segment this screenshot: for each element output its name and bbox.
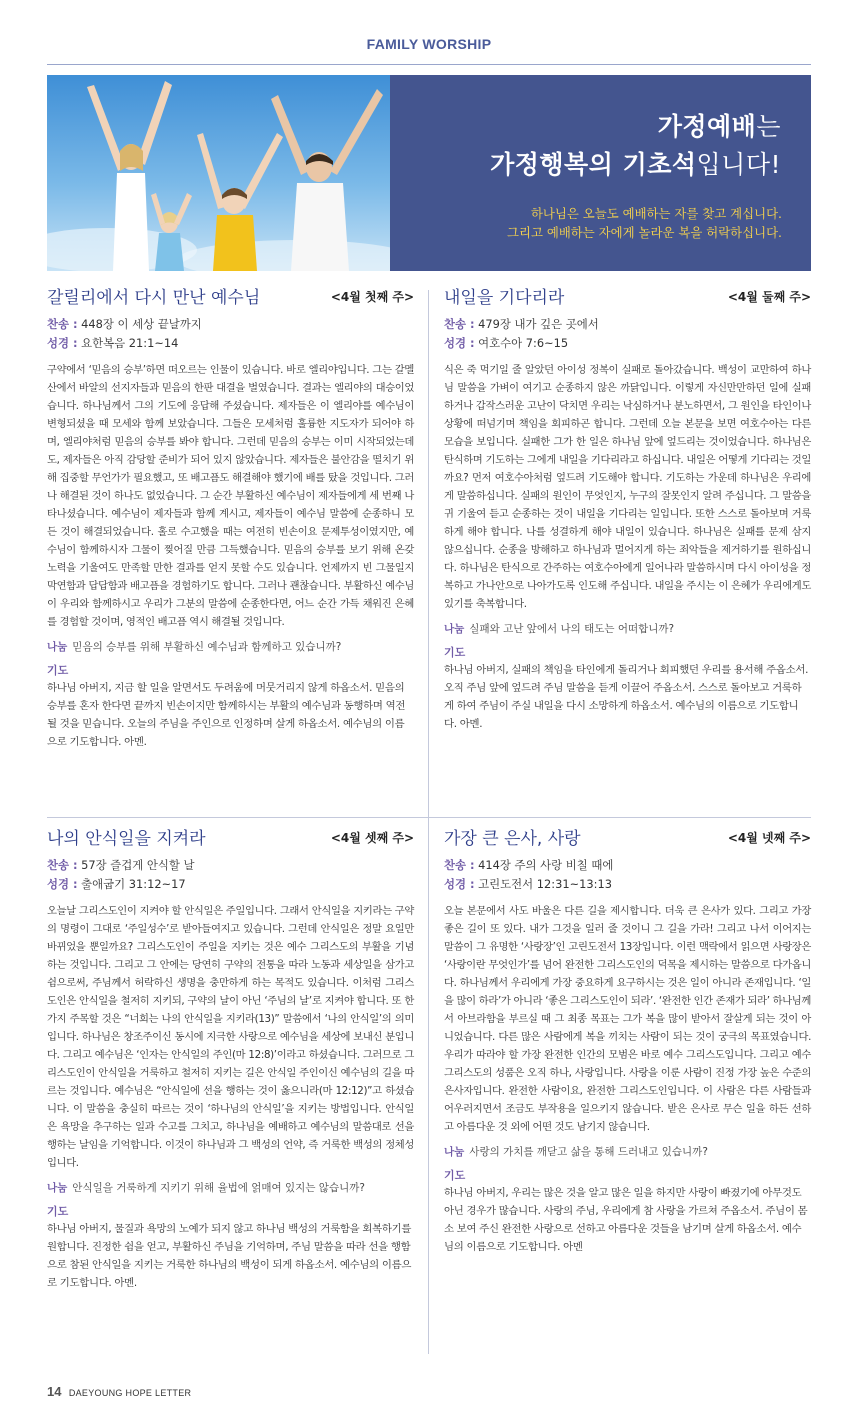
scripture-value: 출애굽기 31:12~17 (81, 877, 186, 891)
scripture-key: 성경 : (444, 336, 475, 350)
banner-title (490, 108, 781, 184)
scripture-value: 요한복음 21:1~14 (81, 336, 179, 350)
scripture-info (444, 875, 811, 894)
hymn-value: 448장 이 세상 끝날까지 (81, 317, 202, 331)
section-title: 나의 안식일을 지켜라 (47, 829, 206, 849)
banner-title-line1-bold: 가정예배 (657, 112, 757, 141)
scripture-info (47, 875, 414, 894)
prayer-text: 하나님 아버지, 지금 할 일을 알면서도 두려움에 머뭇거리지 않게 하옵소서. 믿음의 승부를 혼자 한다면 끝까지 빈손이지만 함께하시는 부활의 예수님과 동행하며 역전될 것을 믿습니다. 오늘의 주님을 주인으로 인정하며 살게 하옵소서. 예수님의 이름으로 기도합니다. 아멘. (47, 682, 406, 748)
row-divider (47, 817, 811, 818)
family-photo (47, 75, 390, 271)
banner-title-line2-light: 입니다! (696, 150, 781, 179)
hymn-info (444, 856, 811, 875)
sermon-body: 구약에서 ‘믿음의 승부’하면 떠오르는 인물이 있습니다. 바로 엘리야입니다. 그는 갈멜산에서 바알의 선지자들과 믿음의 한판 대결을 벌였습니다. 결과는 엘리야의 대승이었습니다. 하나님께서 그의 기도에 응답해 주셨습니다. 제자들은 이 엘리야를 예수님이 변형되셨을 때 모세와 함께 보았습니다. 그들은 모세처럼 훌륭한 지도자가 되어야 하며, 엘리야처럼 믿음의 승부를 봐야 합니다. 그런데 믿음의 승부는 이미 시작되었는데도, 제자들은 아직 감당할 준비가 되어 있지 않았습니다. 제자들은 불안감을 떨치기 위해 집중할 무언가가 필요했고, 또 배고픔도 해결해야 했기에 배를 탔을 것입니다. 그러나 해결된 것이 하나도 없었습니다. 그 순간 부활하신 예수님이 제자들에게 세 번째 나타나셨습니다. 예수님이 제자들과 함께 계시고, 제자들이 예수님 말씀에 순종하니 모든 것이 해결되었습니다. 홀로 수고했을 때는 여전히 빈손이요 문제투성이였지만, 예수님이 함께하시자 그물이 찢어질 만큼 그득했습니다. 믿음의 승부를 보기 위해 온갖 노력을 기울여도 만족할 만한 결과를 얻지 못할 수도 있습니다. 언제까지 빈 그물일지 막연함과 답답함과 배고픔을 경험하기도 합니다. 그러나 괜찮습니다. 부활하신 예수님이 우리와 함께하시고 우리가 그분의 말씀에 순종한다면, 어느 순간 가득 채워진 은혜를 경험할 것이며, 영적인 배고픔 역시 해결될 것입니다. (47, 364, 414, 628)
prayer-label: 기도 (47, 1205, 69, 1218)
banner-subtitle (507, 204, 782, 242)
scripture-value: 여호수아 7:6~15 (478, 336, 569, 350)
hymn-key: 찬송 : (47, 317, 78, 331)
hymn-key: 찬송 : (47, 858, 78, 872)
header-divider (47, 64, 811, 65)
sharing-key: 나눔 (47, 1182, 68, 1194)
banner-subtitle-line1: 하나님은 오늘도 예배하는 자를 찾고 계십니다. (530, 206, 782, 221)
hymn-value: 57장 즐겁게 안식할 날 (81, 858, 195, 872)
hymn-value: 414장 주의 사랑 비칠 때에 (478, 858, 614, 872)
scripture-key: 성경 : (47, 877, 78, 891)
page-footer (47, 1384, 191, 1399)
prayer-text: 하나님 아버지, 실패의 책임을 타인에게 돌리거나 회피했던 우리를 용서해 주옵소서. 오직 주님 앞에 엎드려 주님 말씀을 듣게 이끌어 주옵소서. 스스로 돌아보고 거룩하게 하여 주님이 주실 내일을 다시 소망하게 하옵소서. 예수님의 이름으로 기도합니다. 아멘. (444, 664, 809, 730)
prayer-label: 기도 (444, 646, 466, 659)
worship-section-week1 (47, 287, 414, 751)
sharing-text: 믿음의 승부를 위해 부활하신 예수님과 함께하고 있습니까? (72, 641, 342, 653)
section-header: FAMILY WORSHIP (366, 36, 492, 52)
scripture-key: 성경 : (47, 336, 78, 350)
scripture-value: 고린도전서 12:31~13:13 (478, 877, 612, 891)
hymn-info (47, 315, 414, 334)
hymn-info (444, 315, 811, 334)
sharing-text: 안식일을 거룩하게 지키기 위해 율법에 얽매여 있지는 않습니까? (72, 1182, 365, 1194)
banner-title-line1-light: 는 (756, 112, 781, 141)
page-number: 14 (47, 1384, 62, 1399)
worship-section-week2 (444, 287, 811, 733)
section-title: 내일을 기다리라 (444, 288, 565, 308)
scripture-key: 성경 : (444, 877, 475, 891)
banner-title-line2-bold: 가정행복의 기초석 (490, 150, 697, 179)
sharing-text: 사랑의 가치를 깨닫고 삶을 통해 드러내고 있습니까? (469, 1146, 708, 1158)
banner-subtitle-line2: 그리고 예배하는 자에게 놀라운 복을 허락하십니다. (507, 225, 782, 240)
section-title: 가장 큰 은사, 사랑 (444, 829, 581, 849)
publication-name: DAEYOUNG HOPE LETTER (68, 1388, 192, 1398)
sharing-question (47, 638, 414, 656)
week-label: <4월 첫째 주> (330, 290, 414, 304)
worship-section-week3 (47, 828, 414, 1292)
prayer-text: 하나님 아버지, 우리는 많은 것을 알고 많은 일을 하지만 사랑이 빠졌기에 아무것도 아닌 경우가 많습니다. 사랑의 주님, 우리에게 참 사랑을 가르쳐 주옵소서. 주님이 몸소 보여 주신 완전한 사랑으로 선하고 아름다운 것들을 남기며 살게 하옵소서. 예수님의 이름으로 기도합니다. 아멘 (444, 1187, 808, 1253)
prayer-label: 기도 (47, 664, 69, 677)
hymn-info (47, 856, 414, 875)
sharing-key: 나눔 (444, 1146, 465, 1158)
sermon-body: 식은 죽 먹기일 줄 알았던 아이성 정복이 실패로 돌아갔습니다. 백성이 교만하여 하나님 말씀을 가벼이 여기고 순종하지 않은 까닭입니다. 이렇게 자신만만하던 일에 실패하거나 갑작스러운 고난이 닥치면 우리는 낙심하거나 분노하면서, 그 원인을 타인이나 상황에 떠넘기며 책임을 회피하곤 합니다. 그런데 오늘 본문을 보면 여호수아는 다른 모습을 보입니다. 실패한 그가 한 일은 하나님 앞에 엎드리는 것이었습니다. 하나님은 탄식하며 기도하는 그에게 내일을 기다리라고 하십니다. 내일은 어떻게 기다리는 것일까요? 먼저 여호수아처럼 엎드려 기도해야 합니다. 기도하는 가운데 하나님은 우리에게 말씀하십니다. 실패의 원인이 무엇인지, 누구의 잘못인지 알려 주십니다. 그 말씀을 귀 기울여 듣고 순종하는 것이 내일을 기다리는 일입니다. 또한 스스로 돌아보며 거룩하게 해야 합니다. 나를 성결하게 해야 내일이 있습니다. 하나님은 실패를 문제 삼지 않으십니다. 순종을 방해하고 하나님과 멀어지게 하는 죄악들을 제거하기를 원하십니다. 하나님은 탄식으로 간주하는 여호수아에게 일어나라 말씀하시며 다시 아이성을 정복하고 가나안으로 나아가도록 인도해 주십니다. 내일을 주시는 이 은혜가 우리에게도 있기를 축복합니다. (444, 364, 811, 610)
week-label: <4월 셋째 주> (330, 831, 414, 845)
sermon-body: 오늘 본문에서 사도 바울은 다른 길을 제시합니다. 더욱 큰 은사가 있다. 그리고 가장 좋은 길이 또 있다. 내가 그것을 일러 줄 것이니 그 길을 가라! 그리고 나서 이어지는 말씀이 그 유명한 ‘사랑장’인 고린도전서 13장입니다. 이런 맥락에서 읽으면 사랑장은 ‘사랑이란 무엇인가’를 넘어 완전한 그리스도인의 덕목을 제시하는 말씀으로 다가옵니다. 하나님께서 우리에게 가장 중요하게 요구하시는 것은 일이 아니라 존재입니다. ‘일을 많이 하라’가 아니라 ‘좋은 그리스도인이 되라’. ‘완전한 인간 존재가 되라’ 하나님께서 아브라함을 부르실 때 그 최종 목표는 그가 복을 많이 받아서 잘살게 되는 것이 아니었습니다. 다른 많은 사람에게 복을 끼치는 사람이 되는 것이 궁극의 목표였습니다. 우리가 따라야 할 가장 완전한 인간의 모범은 바로 예수 그리스도입니다. 그리고 예수 그리스도의 성품은 오직 하나, 사랑입니다. 사랑을 이룬 사람이 진정 가장 높은 수준의 은사자입니다. 완전한 사람이요, 완전한 그리스도인입니다. 이 사람은 다른 사람들과 어우러지면서 조금도 부작용을 일으키지 않습니다. 받은 은사로 무슨 일을 하든 선하고 아름다운 것 외에 어떤 것도 남기지 않습니다. (444, 905, 811, 1133)
sharing-key: 나눔 (444, 623, 465, 635)
sharing-text: 실패와 고난 앞에서 나의 태도는 어떠합니까? (469, 623, 675, 635)
sharing-key: 나눔 (47, 641, 68, 653)
prayer-text: 하나님 아버지, 물질과 욕망의 노예가 되지 않고 하나님 백성의 거룩함을 회복하기를 원합니다. 진정한 쉼을 얻고, 부활하신 주님을 기억하며, 주님 말씀을 따라 선을 행함으로 참된 안식일을 지키는 거룩한 하나님의 백성이 되게 하옵소서. 예수님의 이름으로 기도합니다. 아멘. (47, 1223, 412, 1289)
column-divider (428, 290, 429, 1354)
sharing-question (444, 1143, 811, 1161)
hymn-key: 찬송 : (444, 858, 475, 872)
section-title: 갈릴리에서 다시 만난 예수님 (47, 288, 261, 308)
sermon-body: 오늘날 그리스도인이 지켜야 할 안식일은 주일입니다. 그래서 안식일을 지키라는 구약의 명령이 그대로 ‘주일성수’로 받아들여지고 있습니다. 그런데 안식일은 정말 요일만 바뀌었을 뿐일까요? 그리스도인이 주일을 지키는 것은 예수 그리스도의 부활을 기념하는 것입니다. 그리고 그 안에는 당연히 구약의 전통을 따라 노동과 세상일을 삼가고 쉼으로써, 주님께서 허락하신 생명을 충만하게 하는 목적도 있습니다. 이처럼 그리스도인은 안식일을 철저히 지키되, 구약의 날이 아닌 ‘주님의 날’로 지켜야 합니다. 또 한 가지 주목할 것은 “너희는 나의 안식일을 지키라(13)” 말씀에서 ‘나의 안식일’의 의미입니다. 하나님은 창조주이신 동시에 지극한 사랑으로 예수님을 세상에 보내신 분입니다. 그리고 예수님은 ‘인자는 안식일의 주인(마 12:8)’이라고 하셨습니다. 그러므로 그리스도인이 안식일을 거룩하고 철저히 지키는 길은 안식일 주인이신 예수님의 길을 따르는 것입니다. 예수님은 “안식일에 선을 행하는 것이 옳으니라(마 12:12)”고 하셨습니다. 이 말씀을 충실히 따르는 것이 ‘하나님의 안식일’을 지키는 방법입니다. 안식일은 욕망을 추구하는 일과 수고를 그치고, 하나님을 예배하고 예수님의 말씀대로 선을 행하는 날임을 기억합니다. 이것이 하나님과 그 백성의 언약, 즉 거룩한 백성의 정체성입니다. (47, 905, 414, 1169)
hymn-key: 찬송 : (444, 317, 475, 331)
scripture-info (444, 334, 811, 353)
sharing-question (444, 620, 811, 638)
scripture-info (47, 334, 414, 353)
worship-section-week4 (444, 828, 811, 1256)
week-label: <4월 넷째 주> (727, 831, 811, 845)
sharing-question (47, 1179, 414, 1197)
hero-banner (47, 75, 811, 271)
hymn-value: 479장 내가 깊은 곳에서 (478, 317, 599, 331)
week-label: <4월 둘째 주> (727, 290, 811, 304)
prayer-label: 기도 (444, 1169, 466, 1182)
